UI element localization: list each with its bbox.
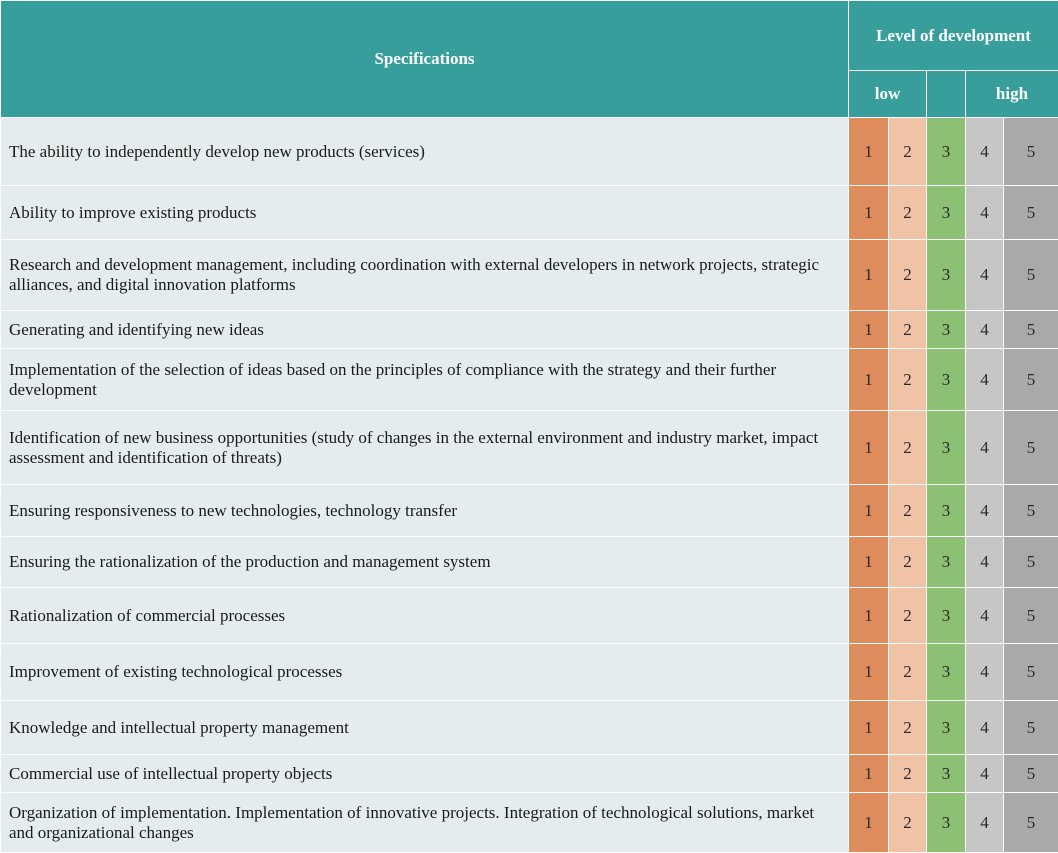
row-specification: Ensuring the rationalization of the production and management system xyxy=(1,537,849,588)
row-specification: Ensuring responsiveness to new technologies, technology transfer xyxy=(1,485,849,537)
row-specification: Organization of implementation. Implementation of innovative projects. Integration of technological solutions, market and organizational changes xyxy=(1,793,849,853)
score-2-cell[interactable]: 2 xyxy=(889,485,927,537)
table-row xyxy=(1,186,1058,240)
table-row xyxy=(1,588,1058,644)
score-2-cell[interactable]: 2 xyxy=(889,311,927,349)
table-row xyxy=(1,485,1058,537)
score-5-cell[interactable]: 5 xyxy=(1004,186,1058,240)
row-specification: Research and development management, including coordination with external developers in network projects, strategic alliances, and digital innovation platforms xyxy=(1,240,849,311)
table-row xyxy=(1,411,1058,485)
score-2-cell[interactable]: 2 xyxy=(889,186,927,240)
score-1-cell[interactable]: 1 xyxy=(849,793,889,853)
table-row xyxy=(1,118,1058,186)
score-3-cell[interactable]: 3 xyxy=(927,793,966,853)
score-2-cell[interactable]: 2 xyxy=(889,118,927,186)
high-header: high xyxy=(966,71,1058,118)
table-row xyxy=(1,644,1058,701)
score-4-cell[interactable]: 4 xyxy=(966,644,1004,701)
score-2-cell[interactable]: 2 xyxy=(889,349,927,411)
score-3-cell[interactable]: 3 xyxy=(927,186,966,240)
header-row-top xyxy=(1,1,1058,71)
score-1-cell[interactable]: 1 xyxy=(849,485,889,537)
specifications-header: Specifications xyxy=(1,1,849,118)
score-1-cell[interactable]: 1 xyxy=(849,311,889,349)
score-5-cell[interactable]: 5 xyxy=(1004,793,1058,853)
row-specification: Improvement of existing technological processes xyxy=(1,644,849,701)
score-1-cell[interactable]: 1 xyxy=(849,118,889,186)
score-4-cell[interactable]: 4 xyxy=(966,537,1004,588)
table-row xyxy=(1,311,1058,349)
level-of-development-header: Level of development xyxy=(849,1,1058,71)
score-4-cell[interactable]: 4 xyxy=(966,701,1004,755)
low-header: low xyxy=(849,71,927,118)
score-4-cell[interactable]: 4 xyxy=(966,349,1004,411)
score-5-cell[interactable]: 5 xyxy=(1004,349,1058,411)
score-5-cell[interactable]: 5 xyxy=(1004,118,1058,186)
score-5-cell[interactable]: 5 xyxy=(1004,485,1058,537)
mid-header xyxy=(927,71,966,118)
score-3-cell[interactable]: 3 xyxy=(927,349,966,411)
score-1-cell[interactable]: 1 xyxy=(849,411,889,485)
row-specification: Implementation of the selection of ideas based on the principles of compliance with the strategy and their further development xyxy=(1,349,849,411)
score-5-cell[interactable]: 5 xyxy=(1004,644,1058,701)
score-4-cell[interactable]: 4 xyxy=(966,793,1004,853)
score-4-cell[interactable]: 4 xyxy=(966,311,1004,349)
score-2-cell[interactable]: 2 xyxy=(889,411,927,485)
score-3-cell[interactable]: 3 xyxy=(927,701,966,755)
score-2-cell[interactable]: 2 xyxy=(889,755,927,793)
row-specification: Ability to improve existing products xyxy=(1,186,849,240)
score-1-cell[interactable]: 1 xyxy=(849,755,889,793)
score-4-cell[interactable]: 4 xyxy=(966,118,1004,186)
table-row xyxy=(1,755,1058,793)
score-3-cell[interactable]: 3 xyxy=(927,644,966,701)
row-specification: Generating and identifying new ideas xyxy=(1,311,849,349)
score-5-cell[interactable]: 5 xyxy=(1004,411,1058,485)
row-specification: Knowledge and intellectual property management xyxy=(1,701,849,755)
score-4-cell[interactable]: 4 xyxy=(966,588,1004,644)
table-row xyxy=(1,793,1058,853)
score-4-cell[interactable]: 4 xyxy=(966,186,1004,240)
score-3-cell[interactable]: 3 xyxy=(927,755,966,793)
score-2-cell[interactable]: 2 xyxy=(889,793,927,853)
score-3-cell[interactable]: 3 xyxy=(927,588,966,644)
score-1-cell[interactable]: 1 xyxy=(849,537,889,588)
score-5-cell[interactable]: 5 xyxy=(1004,755,1058,793)
score-2-cell[interactable]: 2 xyxy=(889,537,927,588)
score-3-cell[interactable]: 3 xyxy=(927,411,966,485)
row-specification: Identification of new business opportunities (study of changes in the external environment and industry market, impact assessment and identification of threats) xyxy=(1,411,849,485)
score-5-cell[interactable]: 5 xyxy=(1004,311,1058,349)
score-1-cell[interactable]: 1 xyxy=(849,349,889,411)
score-3-cell[interactable]: 3 xyxy=(927,118,966,186)
score-1-cell[interactable]: 1 xyxy=(849,588,889,644)
score-5-cell[interactable]: 5 xyxy=(1004,701,1058,755)
table-row xyxy=(1,537,1058,588)
score-3-cell[interactable]: 3 xyxy=(927,240,966,311)
score-2-cell[interactable]: 2 xyxy=(889,701,927,755)
score-1-cell[interactable]: 1 xyxy=(849,186,889,240)
score-4-cell[interactable]: 4 xyxy=(966,240,1004,311)
score-1-cell[interactable]: 1 xyxy=(849,644,889,701)
score-5-cell[interactable]: 5 xyxy=(1004,588,1058,644)
score-3-cell[interactable]: 3 xyxy=(927,537,966,588)
table-row xyxy=(1,349,1058,411)
score-4-cell[interactable]: 4 xyxy=(966,755,1004,793)
score-5-cell[interactable]: 5 xyxy=(1004,537,1058,588)
score-1-cell[interactable]: 1 xyxy=(849,701,889,755)
row-specification: The ability to independently develop new products (services) xyxy=(1,118,849,186)
table-row xyxy=(1,701,1058,755)
row-specification: Rationalization of commercial processes xyxy=(1,588,849,644)
row-specification: Commercial use of intellectual property objects xyxy=(1,755,849,793)
table-row xyxy=(1,240,1058,311)
score-4-cell[interactable]: 4 xyxy=(966,485,1004,537)
score-1-cell[interactable]: 1 xyxy=(849,240,889,311)
score-2-cell[interactable]: 2 xyxy=(889,240,927,311)
score-2-cell[interactable]: 2 xyxy=(889,644,927,701)
score-3-cell[interactable]: 3 xyxy=(927,311,966,349)
score-5-cell[interactable]: 5 xyxy=(1004,240,1058,311)
score-4-cell[interactable]: 4 xyxy=(966,411,1004,485)
score-2-cell[interactable]: 2 xyxy=(889,588,927,644)
score-3-cell[interactable]: 3 xyxy=(927,485,966,537)
